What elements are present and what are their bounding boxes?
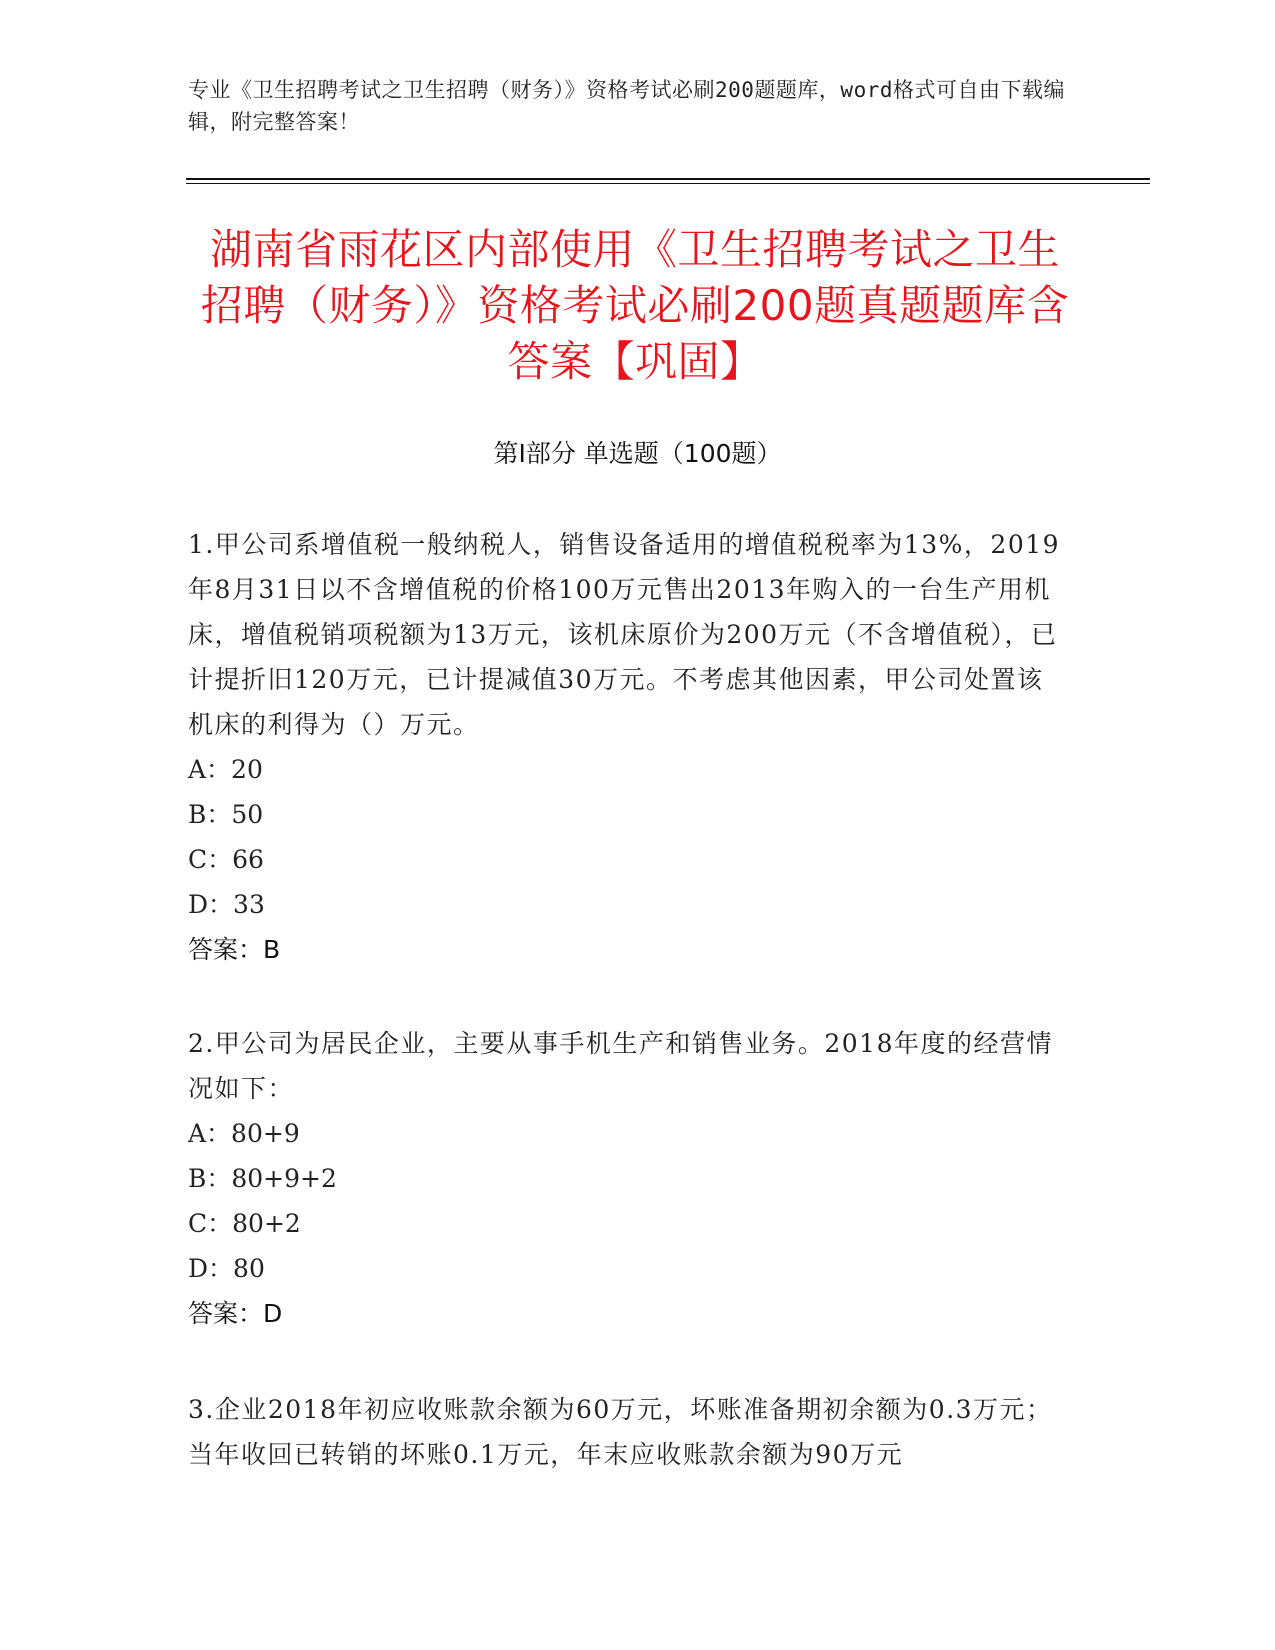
question-3 xyxy=(188,1387,1068,1477)
document-title: 湖南省雨花区内部使用《卫生招聘考试之卫生招聘（财务）》资格考试必刷200题真题题库含答案【巩固】 xyxy=(200,225,1070,386)
option-b: B：80+9+2 xyxy=(188,1164,337,1193)
option-a: A：20 xyxy=(188,755,263,784)
question-text: 1.甲公司系增值税一般纳税人，销售设备适用的增值税税率为13%，2019年8月31日以不含增值税的价格100万元售出2013年购入的一台生产用机床，增值税销项税额为13万元，该机床原价为200万元（不含增值税），已计提折旧120万元，已计提减值30万元。不考虑其他因素，甲公司处置该机床的利得为（）万元。 xyxy=(188,530,1061,739)
header-divider-thin xyxy=(186,183,1150,184)
option-b: B：50 xyxy=(188,800,264,829)
question-2 xyxy=(188,1021,1068,1336)
answer-line: 答案：B xyxy=(188,935,281,964)
option-d: D：80 xyxy=(188,1254,265,1283)
answer-line: 答案：D xyxy=(188,1299,283,1328)
header-divider xyxy=(186,178,1150,180)
question-1 xyxy=(188,522,1068,972)
option-c: C：66 xyxy=(188,845,264,874)
question-text: 2.甲公司为居民企业，主要从事手机生产和销售业务。2018年度的经营情况如下： xyxy=(188,1029,1053,1103)
question-text: 3.企业2018年初应收账款余额为60万元，坏账准备期初余额为0.3万元；当年收回已转销的坏账0.1万元，年末应收账款余额为90万元 xyxy=(188,1395,1053,1469)
section-heading: 第Ⅰ部分 单选题（100题） xyxy=(493,439,782,468)
option-c: C：80+2 xyxy=(188,1209,301,1238)
option-a: A：80+9 xyxy=(188,1119,300,1148)
option-d: D：33 xyxy=(188,890,265,919)
header-note: 专业《卫生招聘考试之卫生招聘（财务）》资格考试必刷200题题库，word格式可自由下载编辑，附完整答案！ xyxy=(188,78,1065,134)
